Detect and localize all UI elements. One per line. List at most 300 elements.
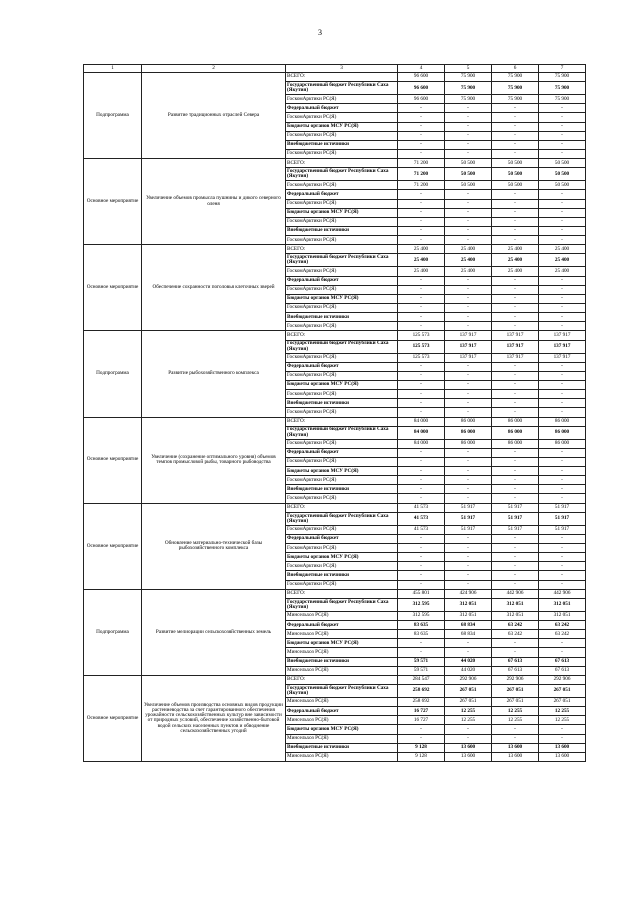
amount-cell: - [445, 208, 492, 217]
amount-cell: - [398, 494, 445, 503]
funding-source-label: ГоскомАрктики РС(Я) [286, 267, 398, 276]
amount-cell: 51 917 [539, 503, 586, 512]
amount-cell: - [445, 457, 492, 466]
amount-cell: - [539, 122, 586, 131]
amount-cell: - [539, 322, 586, 331]
amount-cell: - [398, 648, 445, 657]
amount-cell: 67 613 [539, 657, 586, 666]
amount-cell: - [492, 217, 539, 226]
amount-cell: 63 242 [539, 621, 586, 630]
table-row [84, 417, 586, 426]
amount-cell: - [492, 580, 539, 589]
page-number: 3 [318, 28, 322, 37]
funding-source-label: ГоскомАрктики РС(Я) [286, 408, 398, 417]
amount-cell: - [445, 467, 492, 476]
amount-cell: 84 000 [398, 439, 445, 448]
amount-cell: 25 400 [539, 245, 586, 254]
amount-cell: 71 200 [398, 181, 445, 190]
amount-cell: - [492, 226, 539, 235]
amount-cell: - [445, 734, 492, 743]
amount-cell: 13 600 [445, 743, 492, 752]
funding-source-label: Минсельхоз РС(Я) [286, 666, 398, 675]
amount-cell: 25 400 [445, 267, 492, 276]
amount-cell: 86 000 [492, 417, 539, 426]
amount-cell: - [398, 236, 445, 245]
column-number: 4 [398, 65, 445, 73]
amount-cell: 25 400 [445, 245, 492, 254]
funding-source-label: Государственный бюджет Республики Саха (Якутия) [286, 512, 398, 525]
column-number: 3 [286, 65, 398, 73]
amount-cell: 12 255 [539, 707, 586, 716]
amount-cell: - [398, 639, 445, 648]
funding-source-label: Федеральный бюджет [286, 190, 398, 199]
block-description: Развитие рыбохозяйственного комплекса [142, 331, 286, 417]
amount-cell: - [398, 467, 445, 476]
table-row [84, 675, 586, 684]
amount-cell: 50 500 [445, 181, 492, 190]
amount-cell: 84 000 [398, 417, 445, 426]
amount-cell: 67 613 [492, 657, 539, 666]
amount-cell: - [398, 322, 445, 331]
amount-cell: - [492, 380, 539, 389]
block-category: Основное мероприятие [84, 417, 142, 503]
amount-cell: 267 051 [492, 698, 539, 707]
funding-source-label: Федеральный бюджет [286, 621, 398, 630]
funding-source-label: Внебюджетные источники [286, 226, 398, 235]
amount-cell: - [539, 457, 586, 466]
amount-cell: - [492, 285, 539, 294]
amount-cell: 267 051 [492, 685, 539, 698]
amount-cell: 312 051 [539, 598, 586, 611]
amount-cell: 50 500 [445, 168, 492, 181]
amount-cell: - [492, 457, 539, 466]
amount-cell: 25 400 [539, 267, 586, 276]
amount-cell: - [398, 571, 445, 580]
amount-cell: - [539, 485, 586, 494]
funding-source-label: Внебюджетные источники [286, 399, 398, 408]
funding-source-label: ГоскомАрктики РС(Я) [286, 303, 398, 312]
amount-cell: - [539, 534, 586, 543]
amount-cell: 51 917 [445, 503, 492, 512]
amount-cell: - [445, 131, 492, 140]
amount-cell: - [492, 113, 539, 122]
amount-cell: - [539, 104, 586, 113]
amount-cell: 312 051 [539, 611, 586, 620]
budget-table [83, 64, 586, 762]
amount-cell: - [445, 226, 492, 235]
funding-source-label: ВСЕГО: [286, 331, 398, 340]
amount-cell: - [539, 580, 586, 589]
amount-cell: - [539, 294, 586, 303]
amount-cell: - [445, 140, 492, 149]
funding-source-label: Бюджеты органов МСУ РС(Я) [286, 467, 398, 476]
amount-cell: 137 917 [539, 340, 586, 353]
amount-cell: - [445, 122, 492, 131]
amount-cell: - [492, 149, 539, 158]
amount-cell: 25 400 [398, 267, 445, 276]
amount-cell: 75 900 [539, 95, 586, 104]
amount-cell: - [539, 476, 586, 485]
amount-cell: 83 635 [398, 621, 445, 630]
amount-cell: 12 255 [492, 716, 539, 725]
amount-cell: - [539, 303, 586, 312]
amount-cell: - [539, 362, 586, 371]
amount-cell: 75 900 [492, 95, 539, 104]
block-category: Основное мероприятие [84, 675, 142, 761]
amount-cell: - [398, 217, 445, 226]
amount-cell: - [398, 371, 445, 380]
amount-cell: 86 000 [445, 439, 492, 448]
amount-cell: - [539, 648, 586, 657]
amount-cell: - [445, 448, 492, 457]
amount-cell: - [398, 226, 445, 235]
amount-cell: - [539, 380, 586, 389]
amount-cell: 13 600 [492, 743, 539, 752]
amount-cell: - [492, 734, 539, 743]
amount-cell: 12 255 [445, 707, 492, 716]
amount-cell: - [398, 208, 445, 217]
amount-cell: 44 020 [445, 666, 492, 675]
funding-source-label: ВСЕГО: [286, 675, 398, 684]
funding-source-label: Федеральный бюджет [286, 534, 398, 543]
amount-cell: - [398, 149, 445, 158]
amount-cell: - [492, 131, 539, 140]
funding-source-label: Государственный бюджет Республики Саха (Якутия) [286, 685, 398, 698]
amount-cell: - [539, 408, 586, 417]
amount-cell: 96 600 [398, 95, 445, 104]
amount-cell: 312 051 [492, 598, 539, 611]
amount-cell: - [398, 113, 445, 122]
block-category: Подпрограмма [84, 73, 142, 159]
amount-cell: - [445, 362, 492, 371]
amount-cell: - [492, 276, 539, 285]
amount-cell: - [398, 362, 445, 371]
amount-cell: 312 595 [398, 598, 445, 611]
column-number: 5 [445, 65, 492, 73]
funding-source-label: Бюджеты органов МСУ РС(Я) [286, 380, 398, 389]
amount-cell: - [492, 534, 539, 543]
amount-cell: - [492, 313, 539, 322]
amount-cell: 67 613 [539, 666, 586, 675]
amount-cell: 63 242 [492, 630, 539, 639]
funding-source-label: Минсельхоз РС(Я) [286, 716, 398, 725]
block-description: Увеличение (сохранение оптимального уровня) объемов темпов промысловой рыбы, товарного рыбоводства [142, 417, 286, 503]
funding-source-label: Внебюджетные источники [286, 743, 398, 752]
amount-cell: - [398, 390, 445, 399]
amount-cell: 9 128 [398, 752, 445, 761]
amount-cell: - [445, 476, 492, 485]
amount-cell: 12 255 [492, 707, 539, 716]
funding-source-label: Минсельхоз РС(Я) [286, 611, 398, 620]
funding-source-label: ГоскомАрктики РС(Я) [286, 285, 398, 294]
funding-source-label: Внебюджетные источники [286, 571, 398, 580]
amount-cell: - [539, 276, 586, 285]
funding-source-label: Бюджеты органов МСУ РС(Я) [286, 208, 398, 217]
amount-cell: 86 000 [492, 439, 539, 448]
amount-cell: 75 900 [445, 73, 492, 82]
amount-cell: - [445, 294, 492, 303]
amount-cell: 86 000 [539, 417, 586, 426]
funding-source-label: Минсельхоз РС(Я) [286, 648, 398, 657]
amount-cell: - [398, 303, 445, 312]
amount-cell: - [492, 553, 539, 562]
amount-cell: - [539, 725, 586, 734]
amount-cell: 25 400 [492, 245, 539, 254]
amount-cell: - [539, 199, 586, 208]
amount-cell: - [398, 553, 445, 562]
amount-cell: - [398, 380, 445, 389]
funding-source-label: ВСЕГО: [286, 417, 398, 426]
amount-cell: 50 500 [539, 168, 586, 181]
amount-cell: 51 917 [445, 525, 492, 534]
block-description: Увеличение объемов производства основных видов продукции растениеводства за счет гарантированного обеспечения урожайности сельскохозяйственных культур вне зависимости от природных условий, обеспечение хозяйственно-бытовой водой сельских населенных пунктов и обводнение сельскохозяйственных угодий [142, 675, 286, 761]
amount-cell: - [539, 467, 586, 476]
amount-cell: 86 000 [445, 426, 492, 439]
amount-cell: - [398, 104, 445, 113]
amount-cell: - [398, 562, 445, 571]
amount-cell: 455 801 [398, 589, 445, 598]
table-row [84, 589, 586, 598]
column-number: 6 [492, 65, 539, 73]
block-category: Основное мероприятие [84, 503, 142, 589]
amount-cell: - [398, 131, 445, 140]
amount-cell: - [492, 467, 539, 476]
amount-cell: 258 692 [398, 698, 445, 707]
amount-cell: 312 595 [398, 611, 445, 620]
amount-cell: 51 917 [445, 512, 492, 525]
amount-cell: - [445, 217, 492, 226]
amount-cell: - [398, 190, 445, 199]
amount-cell: - [445, 553, 492, 562]
block-description: Развитие мелиорации сельскохозяйственных земель [142, 589, 286, 675]
funding-source-label: ВСЕГО: [286, 503, 398, 512]
amount-cell: 50 500 [445, 159, 492, 168]
amount-cell: 63 242 [539, 630, 586, 639]
amount-cell: - [492, 448, 539, 457]
block-category: Подпрограмма [84, 331, 142, 417]
amount-cell: - [539, 448, 586, 457]
amount-cell: - [492, 322, 539, 331]
amount-cell: - [398, 408, 445, 417]
amount-cell: - [539, 149, 586, 158]
amount-cell: 13 600 [539, 752, 586, 761]
amount-cell: - [539, 639, 586, 648]
funding-source-label: Государственный бюджет Республики Саха (Якутия) [286, 426, 398, 439]
amount-cell: 86 000 [539, 426, 586, 439]
amount-cell: 67 613 [492, 666, 539, 675]
column-number: 7 [539, 65, 586, 73]
amount-cell: 25 400 [492, 267, 539, 276]
amount-cell: 68 834 [445, 630, 492, 639]
amount-cell: - [445, 322, 492, 331]
funding-source-label: ГоскомАрктики РС(Я) [286, 457, 398, 466]
amount-cell: - [539, 236, 586, 245]
amount-cell: - [445, 494, 492, 503]
amount-cell: - [492, 494, 539, 503]
amount-cell: - [539, 734, 586, 743]
amount-cell: - [398, 122, 445, 131]
amount-cell: 267 051 [445, 698, 492, 707]
amount-cell: - [445, 485, 492, 494]
funding-source-label: Государственный бюджет Республики Саха (Якутия) [286, 340, 398, 353]
amount-cell: - [492, 371, 539, 380]
amount-cell: 51 917 [539, 525, 586, 534]
amount-cell: 51 917 [492, 525, 539, 534]
funding-source-label: ГоскомАрктики РС(Я) [286, 390, 398, 399]
amount-cell: - [398, 294, 445, 303]
column-number-row [84, 65, 586, 73]
block-category: Основное мероприятие [84, 245, 142, 331]
block-description: Увеличение объемов промысла пушнины и дикого северного оленя [142, 159, 286, 245]
column-number: 1 [84, 65, 142, 73]
funding-source-label: Федеральный бюджет [286, 448, 398, 457]
amount-cell: 125 573 [398, 331, 445, 340]
amount-cell: - [398, 199, 445, 208]
amount-cell: - [539, 226, 586, 235]
amount-cell: 442 906 [539, 589, 586, 598]
amount-cell: - [445, 725, 492, 734]
amount-cell: 312 051 [445, 598, 492, 611]
amount-cell: - [492, 294, 539, 303]
amount-cell: 312 051 [445, 611, 492, 620]
amount-cell: - [492, 485, 539, 494]
amount-cell: 75 900 [445, 95, 492, 104]
funding-source-label: Государственный бюджет Республики Саха (Якутия) [286, 168, 398, 181]
funding-source-label: Бюджеты органов МСУ РС(Я) [286, 725, 398, 734]
amount-cell: 96 600 [398, 82, 445, 95]
amount-cell: - [445, 648, 492, 657]
funding-source-label: ВСЕГО: [286, 73, 398, 82]
funding-source-label: ГоскомАрктики РС(Я) [286, 562, 398, 571]
amount-cell: 13 600 [539, 743, 586, 752]
amount-cell: - [398, 734, 445, 743]
amount-cell: - [445, 303, 492, 312]
amount-cell: 25 400 [398, 245, 445, 254]
amount-cell: 50 500 [492, 181, 539, 190]
amount-cell: 12 255 [539, 716, 586, 725]
amount-cell: 292 906 [445, 675, 492, 684]
amount-cell: 50 500 [492, 159, 539, 168]
amount-cell: - [398, 313, 445, 322]
funding-source-label: ВСЕГО: [286, 589, 398, 598]
amount-cell: - [398, 580, 445, 589]
amount-cell: - [539, 571, 586, 580]
amount-cell: 267 051 [445, 685, 492, 698]
amount-cell: 75 900 [539, 82, 586, 95]
amount-cell: 25 400 [492, 254, 539, 267]
amount-cell: - [539, 140, 586, 149]
amount-cell: 71 200 [398, 168, 445, 181]
amount-cell: - [539, 208, 586, 217]
table-row [84, 73, 586, 82]
amount-cell: - [445, 371, 492, 380]
amount-cell: 63 242 [492, 621, 539, 630]
funding-source-label: ВСЕГО: [286, 245, 398, 254]
column-number: 2 [142, 65, 286, 73]
funding-source-label: Бюджеты органов МСУ РС(Я) [286, 122, 398, 131]
amount-cell: 16 727 [398, 707, 445, 716]
amount-cell: - [492, 725, 539, 734]
funding-source-label: Федеральный бюджет [286, 276, 398, 285]
amount-cell: - [492, 122, 539, 131]
amount-cell: - [445, 399, 492, 408]
funding-source-label: Минсельхоз РС(Я) [286, 734, 398, 743]
amount-cell: 83 635 [398, 630, 445, 639]
funding-source-label: Государственный бюджет Республики Саха (Якутия) [286, 598, 398, 611]
amount-cell: 75 900 [492, 73, 539, 82]
amount-cell: - [445, 639, 492, 648]
amount-cell: - [398, 476, 445, 485]
funding-source-label: ГоскомАрктики РС(Я) [286, 580, 398, 589]
amount-cell: - [445, 113, 492, 122]
amount-cell: 312 051 [492, 611, 539, 620]
amount-cell: - [398, 140, 445, 149]
amount-cell: 267 051 [539, 685, 586, 698]
amount-cell: - [539, 494, 586, 503]
amount-cell: - [492, 236, 539, 245]
funding-source-label: ГоскомАрктики РС(Я) [286, 113, 398, 122]
amount-cell: - [539, 553, 586, 562]
amount-cell: 84 000 [398, 426, 445, 439]
block-category: Подпрограмма [84, 589, 142, 675]
funding-source-label: ГоскомАрктики РС(Я) [286, 353, 398, 362]
amount-cell: - [445, 190, 492, 199]
amount-cell: - [492, 362, 539, 371]
funding-source-label: Государственный бюджет Республики Саха (Якутия) [286, 254, 398, 267]
amount-cell: 137 917 [539, 353, 586, 362]
amount-cell: 75 900 [445, 82, 492, 95]
amount-cell: 25 400 [539, 254, 586, 267]
amount-cell: - [539, 285, 586, 294]
funding-source-label: Минсельхоз РС(Я) [286, 752, 398, 761]
amount-cell: 41 573 [398, 512, 445, 525]
amount-cell: - [445, 285, 492, 294]
amount-cell: 13 600 [445, 752, 492, 761]
amount-cell: - [539, 390, 586, 399]
funding-source-label: Бюджеты органов МСУ РС(Я) [286, 639, 398, 648]
amount-cell: 41 573 [398, 503, 445, 512]
amount-cell: - [398, 399, 445, 408]
amount-cell: - [539, 544, 586, 553]
amount-cell: - [445, 104, 492, 113]
funding-source-label: Федеральный бюджет [286, 707, 398, 716]
table-row [84, 245, 586, 254]
funding-source-label: ГоскомАрктики РС(Я) [286, 371, 398, 380]
amount-cell: 41 573 [398, 525, 445, 534]
amount-cell: - [398, 485, 445, 494]
amount-cell: - [445, 149, 492, 158]
amount-cell: 125 573 [398, 340, 445, 353]
funding-source-label: ГоскомАрктики РС(Я) [286, 322, 398, 331]
block-description: Обновление материально-технической базы рыбохозяйственного комплекса [142, 503, 286, 589]
block-description: Развитие традиционных отраслей Севера [142, 73, 286, 159]
amount-cell: - [492, 303, 539, 312]
amount-cell: - [445, 571, 492, 580]
amount-cell: 25 400 [398, 254, 445, 267]
table-row [84, 159, 586, 168]
funding-source-label: Внебюджетные источники [286, 657, 398, 666]
amount-cell: 50 500 [539, 159, 586, 168]
amount-cell: 50 500 [539, 181, 586, 190]
funding-source-label: Федеральный бюджет [286, 104, 398, 113]
amount-cell: - [445, 562, 492, 571]
amount-cell: - [445, 313, 492, 322]
amount-cell: 137 917 [539, 331, 586, 340]
amount-cell: 424 906 [445, 589, 492, 598]
amount-cell: 258 692 [398, 685, 445, 698]
amount-cell: 137 917 [492, 353, 539, 362]
amount-cell: - [492, 399, 539, 408]
